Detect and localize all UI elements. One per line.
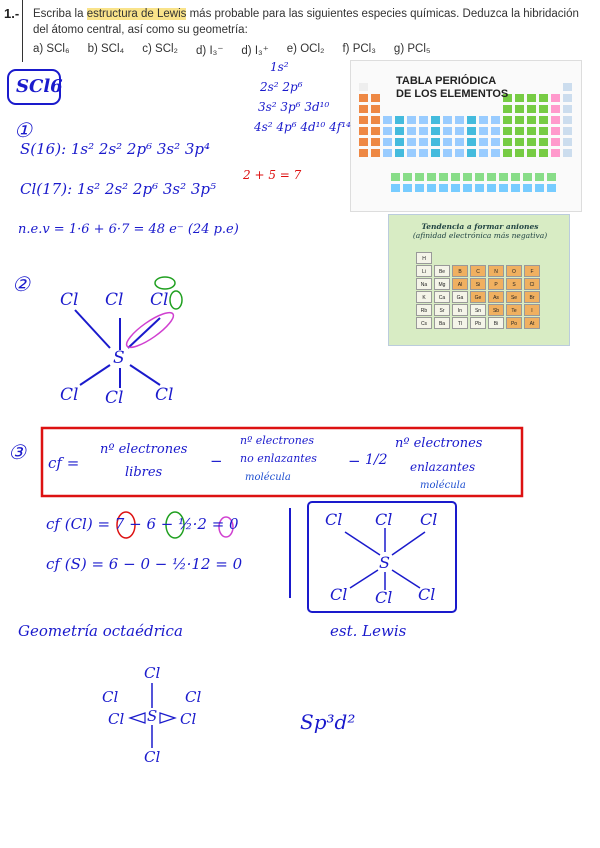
hybridization-label: Sp³d²: [300, 710, 356, 734]
anion-element-cell: O: [506, 265, 522, 277]
cl-atom: Cl: [375, 510, 393, 529]
option-g: g) PCl₅: [393, 43, 431, 55]
orbital-row-1: 1s²: [270, 60, 289, 74]
anion-element-cell: B: [452, 265, 468, 277]
bond-line: [75, 310, 110, 348]
sulfur-configuration: S(16): 1s² 2s² 2p⁶ 3s² 3p⁴: [20, 140, 211, 158]
anion-element-cell: Ca: [434, 291, 450, 303]
anion-element-cell: Rb: [416, 304, 432, 316]
lone-pair-highlight: [170, 291, 182, 309]
minus-1: −: [210, 452, 223, 470]
anion-element-cell: In: [452, 304, 468, 316]
anion-element-cell: Ba: [434, 317, 450, 329]
cl-atom: Cl: [185, 688, 202, 706]
anion-element-cell: Ga: [452, 291, 468, 303]
term1-line1: nº electrones: [100, 442, 188, 457]
term3-line3: molécula: [420, 480, 466, 491]
cl-atom: Cl: [105, 388, 124, 408]
bond-line: [345, 532, 380, 555]
orbital-row-3: 3s² 3p⁶ 3d¹⁰: [258, 100, 330, 114]
bond-line: [350, 570, 378, 588]
anion-element-cell: Po: [506, 317, 522, 329]
wedge-bond: [160, 713, 175, 723]
anion-element-cell: Sn: [470, 304, 486, 316]
anion-figure-title: Tendencia a formar aniones (afinidad electrónica más negativa): [412, 222, 548, 240]
term3-line2: enlazantes: [410, 460, 476, 474]
question-text: Escriba la estructura de Lewis más probable para las siguientes especies químicas. Deduzca la hibridación del átomo central, así como su geometría:: [33, 8, 579, 36]
cf-sulfur: cf (S) = 6 − 0 − ½·12 = 0: [46, 555, 243, 573]
anion-element-cell: Tl: [452, 317, 468, 329]
option-d2: d) I₃⁺: [241, 45, 269, 57]
minus-2: −: [348, 452, 361, 470]
anion-element-cell: F: [524, 265, 540, 277]
periodic-table-title: TABLA PERIÓDICA DE LOS ELEMENTOS: [396, 75, 509, 100]
cl-atom: Cl: [375, 588, 393, 607]
s-atom: S: [147, 707, 158, 725]
anion-element-cell: Sb: [488, 304, 504, 316]
anion-element-cell: As: [488, 291, 504, 303]
anion-element-cell: Te: [506, 304, 522, 316]
anion-element-cell: Si: [470, 278, 486, 290]
cl-atom: Cl: [420, 510, 438, 529]
anion-element-cell: Na: [416, 278, 432, 290]
valence-electron-count: n.e.v = 1·6 + 6·7 = 48 e⁻ (24 p.e): [18, 222, 239, 237]
anion-element-cell: H: [416, 252, 432, 264]
step-1-marker: ①: [14, 118, 32, 142]
step-3-marker: ③: [8, 440, 26, 464]
cl-atom: Cl: [325, 510, 343, 529]
anion-element-cell: Sr: [434, 304, 450, 316]
term1-line2: libres: [125, 465, 163, 480]
anion-element-cell: Pb: [470, 317, 486, 329]
cl-atom: Cl: [102, 688, 119, 706]
wedge-bond: [130, 713, 145, 723]
chlorine-configuration: Cl(17): 1s² 2s² 2p⁶ 3s² 3p⁵: [20, 180, 217, 198]
half-fraction: 1/2: [365, 452, 388, 468]
cl-atom: Cl: [144, 664, 161, 682]
cl-atom: Cl: [108, 710, 125, 728]
cl-atom: Cl: [105, 290, 124, 310]
anion-element-cell: S: [506, 278, 522, 290]
cf-chlorine: cf (Cl) = 7 − 6 − ½·2 = 0: [46, 515, 239, 533]
lone-pair-highlight: [155, 277, 175, 289]
anion-element-cell: N: [488, 265, 504, 277]
orbital-row-4: 4s² 4p⁶ 4d¹⁰ 4f¹⁴: [254, 120, 351, 134]
anion-element-cell: Se: [506, 291, 522, 303]
cl-atom: Cl: [180, 710, 197, 728]
s-atom: S: [379, 553, 390, 572]
term2-line3: molécula: [245, 472, 291, 483]
anion-element-cell: Br: [524, 291, 540, 303]
anion-element-cell: I: [524, 304, 540, 316]
anion-element-cell: Be: [434, 265, 450, 277]
anion-element-cell: Ge: [470, 291, 486, 303]
bond-line: [80, 365, 110, 385]
anion-element-cell: C: [470, 265, 486, 277]
species-label: SCl6: [16, 76, 63, 97]
anion-element-cell: Al: [452, 278, 468, 290]
cl-atom: Cl: [144, 748, 161, 766]
anion-element-cell: Bi: [488, 317, 504, 329]
term3-line1: nº electrones: [395, 436, 483, 451]
cf-lhs: cf =: [48, 454, 80, 472]
cl-atom: Cl: [330, 585, 348, 604]
option-a: a) SCl₆: [33, 43, 70, 55]
anion-element-cell: Mg: [434, 278, 450, 290]
bond-line: [130, 365, 160, 385]
highlighted-phrase: estructura de Lewis: [86, 8, 187, 20]
s-atom: S: [113, 348, 125, 368]
geometry-label: Geometría octaédrica: [18, 622, 183, 640]
option-d1: d) I₃⁻: [196, 45, 224, 57]
valence-sum: 2 + 5 = 7: [243, 168, 302, 182]
orbital-row-2: 2s² 2p⁶: [260, 80, 303, 94]
term2-line2: no enlazantes: [240, 452, 317, 465]
cl-atom: Cl: [150, 290, 169, 310]
anion-element-cell: Cs: [416, 317, 432, 329]
cl-atom: Cl: [418, 585, 436, 604]
term2-line1: nº electrones: [240, 434, 314, 447]
cl-atom: Cl: [155, 385, 174, 405]
option-f: f) PCl₃: [342, 43, 376, 55]
anion-element-cell: Cl: [524, 278, 540, 290]
question-number: 1.-: [4, 6, 20, 21]
bond-line: [392, 532, 425, 555]
cl-atom: Cl: [60, 290, 79, 310]
lewis-structure-label: est. Lewis: [330, 622, 407, 640]
option-b: b) SCl₄: [87, 43, 125, 55]
step-2-marker: ②: [12, 272, 30, 296]
option-c: c) SCl₂: [142, 43, 179, 55]
anion-element-cell: At: [524, 317, 540, 329]
cl-atom: Cl: [60, 385, 79, 405]
anion-element-cell: P: [488, 278, 504, 290]
anion-element-cell: K: [416, 291, 432, 303]
bond-line: [392, 570, 420, 588]
anion-element-cell: Li: [416, 265, 432, 277]
option-e: e) OCl₂: [286, 43, 325, 55]
